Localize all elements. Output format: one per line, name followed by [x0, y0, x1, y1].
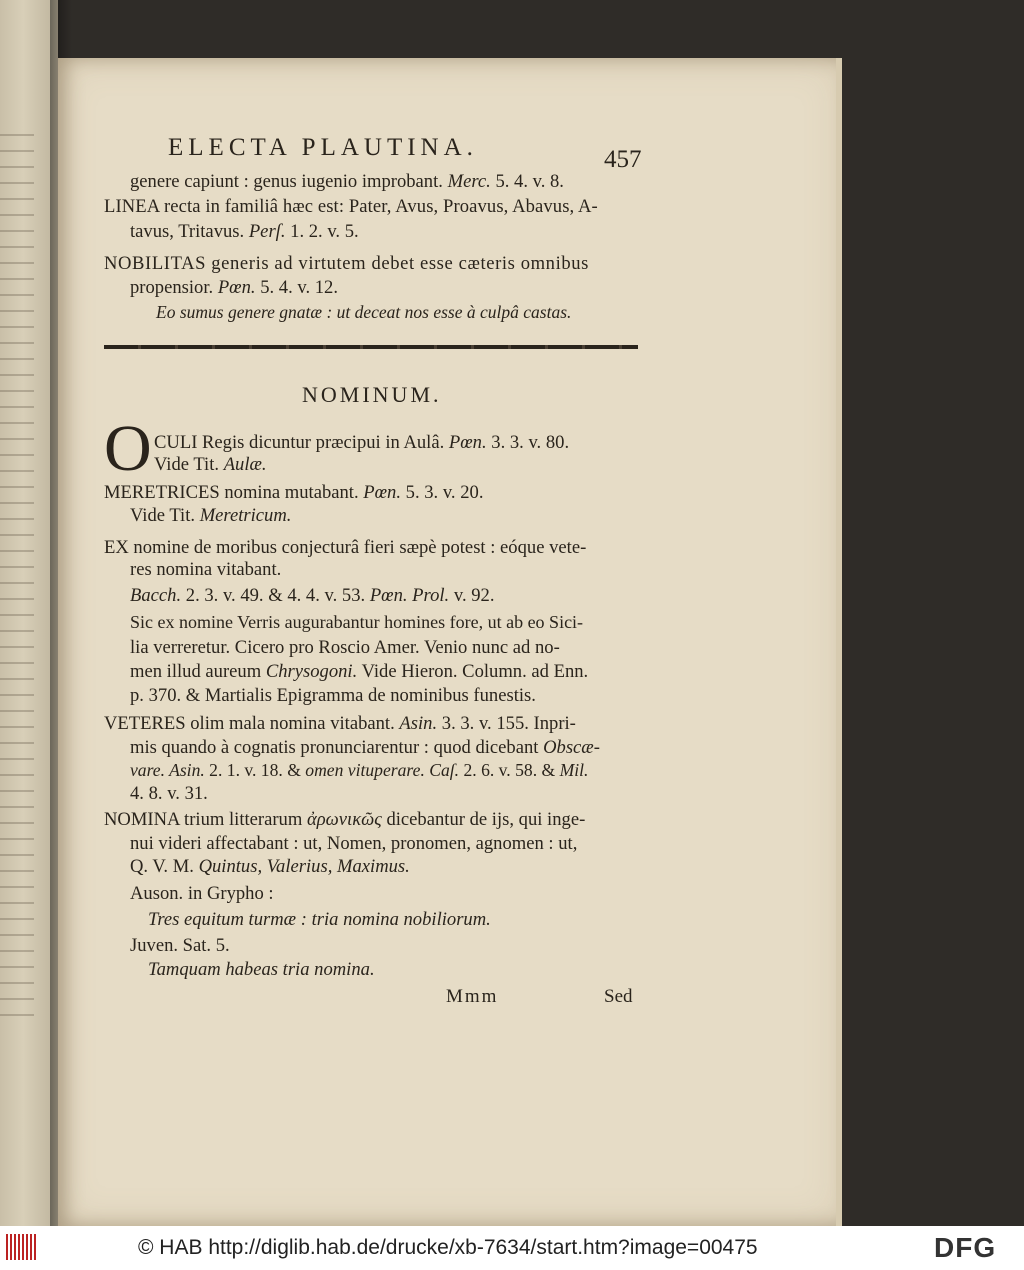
- text-line: EX nomine de moribus conjecturâ fieri sæpè potest : eóque vete-: [104, 537, 587, 558]
- quotation-line: Tres equitum turmæ : tria nomina nobiliorum.: [148, 909, 491, 930]
- text-line: vare. Asin. 2. 1. v. 18. & omen vituperare. Caſ. 2. 6. v. 58. & Mil.: [130, 760, 589, 780]
- text-line: Juven. Sat. 5.: [130, 935, 230, 956]
- footer-copyright-link[interactable]: © HAB http://diglib.hab.de/drucke/xb-7634/start.htm?image=00475: [138, 1236, 758, 1259]
- signature-mark: Mmm: [446, 986, 499, 1007]
- text-line: propensior. Pœn. 5. 4. v. 12.: [130, 277, 339, 298]
- quotation-line: Tamquam habeas tria nomina.: [148, 959, 375, 980]
- dfg-logo: DFG: [934, 1232, 997, 1263]
- barcode-icon: [6, 1234, 42, 1262]
- text-line: VETERES olim mala nomina vitabant. Asin. 3. 3. v. 155. Inpri-: [104, 713, 576, 734]
- text-line: lia verreretur. Cicero pro Roscio Amer. Venio nunc ad no-: [130, 637, 560, 658]
- text-line: LINEA recta in familiâ hæc est: Pater, Avus, Proavus, Abavus, A-: [104, 196, 598, 217]
- text-line: NOMINA trium litterarum ἀρωνικῶς dicebantur de ijs, qui inge-: [104, 809, 586, 830]
- text-line: NOBILITAS generis ad virtutem debet esse cæteris omnibus: [104, 253, 589, 274]
- text-line: res nomina vitabant.: [130, 559, 282, 580]
- text-line: nui videri affectabant : ut, Nomen, pronomen, agnomen : ut,: [130, 833, 578, 854]
- footer-bar: [0, 1226, 1024, 1270]
- running-head: ELECTA PLAUTINA.: [168, 134, 478, 161]
- text-line: genere capiunt : genus iugenio improbant. Merc. 5. 4. v. 8.: [130, 171, 564, 192]
- text-line: p. 370. & Martialis Epigramma de nominibus funestis.: [130, 685, 536, 706]
- text-line: tavus, Tritavus. Perſ. 1. 2. v. 5.: [130, 221, 359, 242]
- text-line: Vide Tit. Meretricum.: [130, 505, 292, 526]
- text-line: MERETRICES nomina mutabant. Pœn. 5. 3. v. 20.: [104, 482, 484, 503]
- catchword: Sed: [604, 986, 633, 1007]
- quotation-line: Eo sumus genere gnatæ : ut deceat nos esse à culpâ castas.: [156, 302, 572, 322]
- text-line: men illud aureum Chrysogoni. Vide Hieron. Column. ad Enn.: [130, 661, 589, 682]
- text-line: Q. V. M. Quintus, Valerius, Maximus.: [130, 856, 410, 877]
- text-line: Sic ex nomine Verris augurabantur homines fore, ut ab eo Sici-: [130, 612, 584, 632]
- section-rule: [104, 345, 638, 349]
- text-line: mis quando à cognatis pronunciarentur : quod dicebant Obscæ-: [130, 737, 600, 758]
- text-line: Auson. in Grypho :: [130, 883, 274, 904]
- text-line: CULI Regis dicuntur præcipui in Aulâ. Pœn. 3. 3. v. 80.: [154, 432, 570, 453]
- text-line: 4. 8. v. 31.: [130, 783, 208, 804]
- drop-cap: O: [104, 412, 152, 485]
- section-heading: NOMINUM.: [302, 382, 442, 407]
- text-line: Bacch. 2. 3. v. 49. & 4. 4. v. 53. Pœn. Prol. v. 92.: [130, 585, 495, 606]
- page-number: 457: [604, 146, 642, 173]
- text-line: Vide Tit. Aulæ.: [154, 454, 267, 475]
